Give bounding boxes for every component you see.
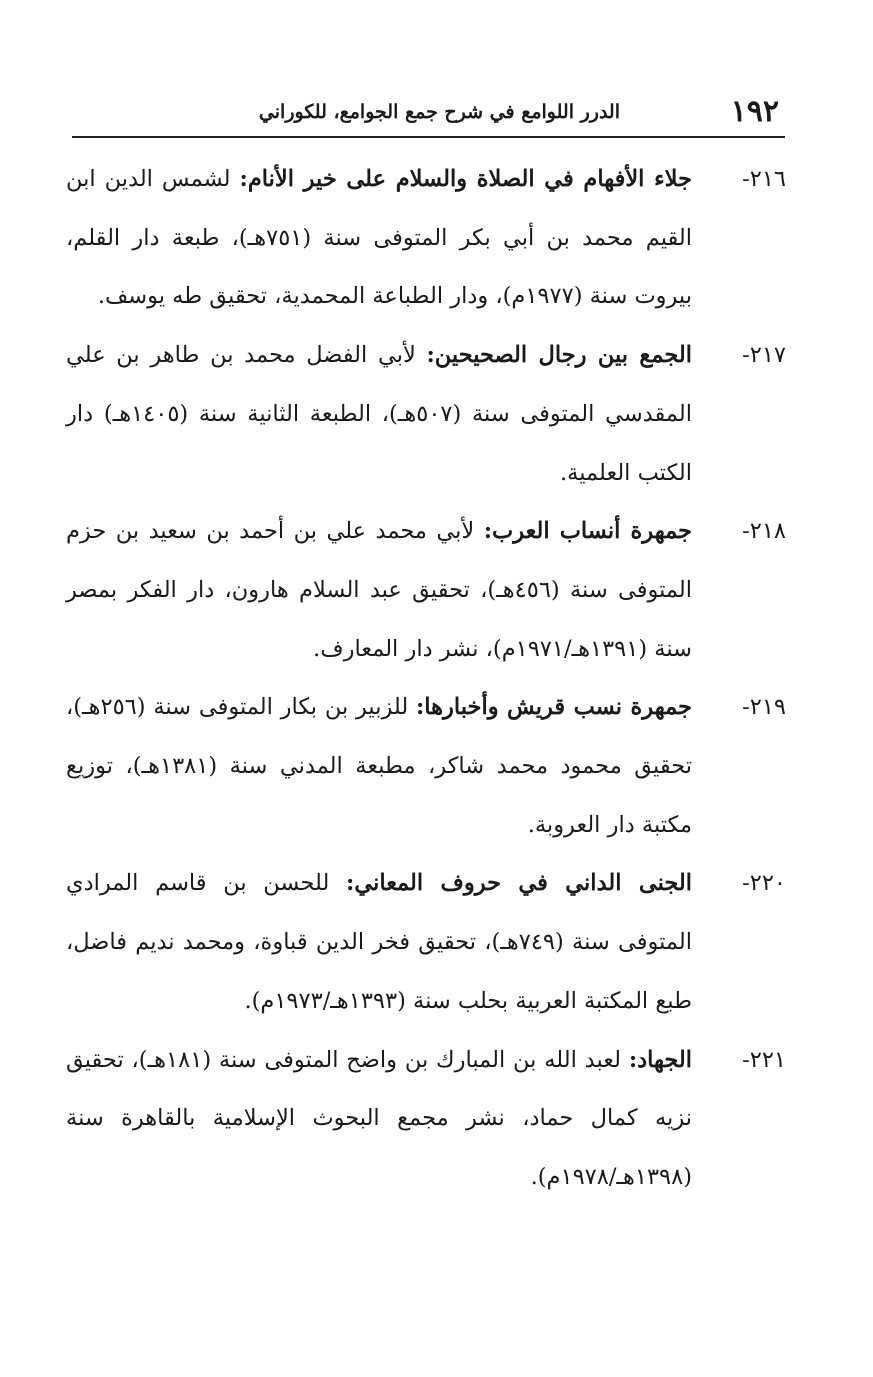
- entry-title: جمهرة نسب قريش وأخبارها:: [416, 694, 692, 721]
- entry-description: للزبير بن بكار المتوفى سنة (٢٥٦هـ)، تحقيق محمود محمد شاكر، مطبعة المدني سنة (١٣٨١هـ)، توزيع مكتبة دار العروبة.: [66, 694, 692, 838]
- entry-title: الجنى الداني في حروف المعاني:: [346, 870, 692, 897]
- bibliography-entry-219: [66, 678, 786, 854]
- entry-title: جلاء الأفهام في الصلاة والسلام على خير الأنام:: [239, 166, 693, 192]
- page-number: ١٩٢: [730, 94, 779, 129]
- entry-number: ٢١٦-: [742, 166, 786, 192]
- entry-number: ٢٢٠-: [742, 870, 786, 897]
- entry-number: ٢٢١-: [742, 1046, 786, 1073]
- entry-description: لعبد الله بن المبارك بن واضح المتوفى سنة (١٨١هـ)، تحقيق نزيه كمال حماد، نشر مجمع البحوث الإسلامية بالقاهرة سنة (١٣٩٨هـ/١٩٧٨م).: [66, 1046, 692, 1190]
- entry-description: لشمس الدين ابن القيم محمد بن أبي بكر المتوفى سنة (٧٥١هـ)، طبعة دار القلم، بيروت سنة (١٩٧٧م)، ودار الطباعة المحمدية، تحقيق طه يوسف.: [66, 166, 692, 310]
- entry-title: الجهاد:: [628, 1046, 693, 1073]
- bibliography-entry-221: [66, 1031, 786, 1207]
- entry-number: ٢١٩-: [742, 694, 786, 721]
- entry-description: للحسن بن قاسم المرادي المتوفى سنة (٧٤٩هـ)، تحقيق فخر الدين قباوة، ومحمد نديم فاضل، طبع المكتبة العربية بحلب سنة (١٣٩٣هـ/١٩٧٣م).: [66, 870, 692, 1014]
- bibliography-entry-218: [66, 502, 786, 678]
- bibliography-entry-220: [66, 854, 786, 1030]
- entry-title: الجمع بين رجال الصحيحين:: [426, 342, 693, 369]
- bibliography-entry-217: [66, 326, 786, 502]
- entry-description: لأبي محمد علي بن أحمد بن سعيد بن حزم المتوفى سنة (٤٥٦هـ)، تحقيق عبد السلام هارون، دار الفكر بمصر سنة (١٣٩١هـ/١٩٧١م)، نشر دار المعارف.: [66, 518, 693, 662]
- entry-title: جمهرة أنساب العرب:: [483, 518, 692, 545]
- entry-number: ٢١٧-: [742, 342, 786, 369]
- running-title: الدرر اللوامع في شرح جمع الجوامع، للكوراني: [258, 101, 620, 123]
- page-header: [72, 92, 785, 132]
- bibliography-list: [66, 150, 786, 1207]
- bibliography-entry-216: [66, 150, 786, 326]
- entry-number: ٢١٨-: [742, 518, 786, 545]
- header-divider: [72, 136, 785, 138]
- entry-description: لأبي الفضل محمد بن طاهر بن علي المقدسي المتوفى سنة (٥٠٧هـ)، الطبعة الثانية سنة (١٤٠٥هـ) دار الكتب العلمية.: [66, 342, 692, 486]
